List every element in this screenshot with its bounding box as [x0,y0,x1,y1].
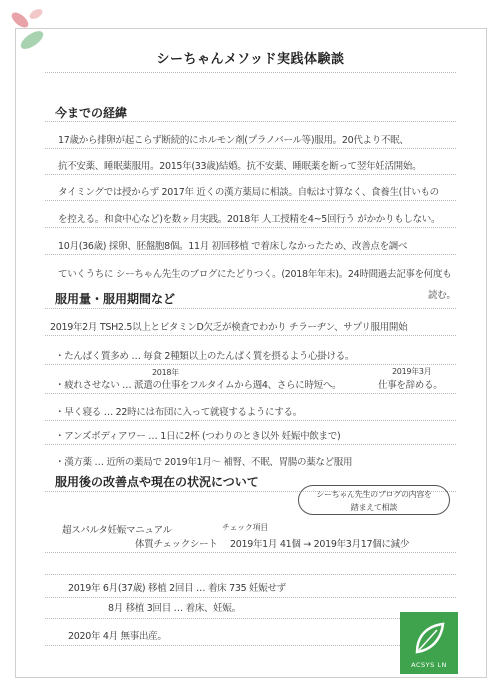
check-label: チェック項目 [222,523,268,532]
logo-text: ACSYS LN [411,661,447,669]
divider [45,597,456,598]
dosage-item: ・疲れさせない … 派遣の仕事をフルタイムから週4、さらに時短へ。 [55,380,342,391]
history-line: ていくうちに シーちゃん先生のブログにたどりつく。(2018年年末)。24時間過去記事を何度も [58,269,452,280]
divider [45,335,456,336]
speech-bubble [298,485,450,515]
company-logo [400,612,458,674]
divider [45,364,456,365]
dosage-intro: 2019年2月 TSH2.5以上とビタミンD欠乏が検査でわかり チラーヂン、サプリ服用開始 [50,322,408,333]
timeline-entry: 2020年 4月 無事出産。 [68,631,167,642]
dosage-note: 2019年3月 [392,367,432,376]
divider [45,444,456,445]
divider [45,174,456,175]
divider [45,618,456,619]
dosage-note: 2018年 [152,368,179,377]
dosage-item: ・漢方薬 … 近所の薬局で 2019年1月～ 補腎、不眠、胃腸の薬など服用 [55,457,353,468]
divider [45,308,456,309]
divider [45,420,456,421]
divider [45,254,456,255]
divider [45,393,456,394]
history-line: タイミングでは授からず 2017年 近くの漢方薬局に相談。自転は寸算なく、食養生(甘いもの [58,187,439,198]
history-line: 抗不安薬、睡眠薬服用。2015年(33歳)結婚。抗不安薬、睡眠薬を断って翌年妊活開始。 [58,161,422,172]
page-title: シーちゃんメソッド実践体験談 [156,52,345,67]
history-line: 17歳から排卵が起こらず断続的にホルモン剤(プラノバール等)服用。20代より不眠、 [58,135,409,146]
history-line: 10月(36歳) 採卵、胚盤胞8個。11月 初回移植 で着床しなかったため、改善点を調べ [58,241,408,252]
divider [45,552,456,553]
timeline-entry: 8月 移植 3回目 … 着床、妊娠。 [108,603,241,614]
manual-subtitle: 体質チェックシート [135,539,218,550]
dosage-item: ・アンズボディアワー … 1日に2杯 (つわりのとき以外 妊娠中飲まで) [55,431,341,442]
history-line: を控える。和食中心など)を数ヶ月実践。2018年 人工授精を4~5回行う がかかりもしない。 [58,214,441,225]
section-heading-dosage: 服用量・服用期間など [55,292,176,306]
manual-title: 超スパルタ妊娠マニュアル [62,525,172,536]
divider [45,227,456,228]
section-heading-history: 今までの経緯 [55,106,128,120]
divider [45,200,456,201]
history-line: 読む。 [428,290,456,301]
divider [45,72,456,73]
divider [45,148,456,149]
timeline-entry: 2019年 6月(37歳) 移植 2回目 … 着床 735 妊娠せず [68,583,286,594]
dosage-item: ・たんぱく質多め … 毎食 2種類以上のたんぱく質を摂るよう心掛ける。 [55,351,355,362]
divider [45,121,456,122]
divider [45,574,456,575]
dosage-note: 仕事を辞める。 [378,380,443,391]
check-value: 2019年1月 41個 → 2019年3月17個に減少 [230,539,410,550]
section-heading-results: 服用後の改善点や現在の状況について [55,475,259,489]
dosage-item: ・早く寝る … 22時には布団に入って就寝するようにする。 [55,407,302,418]
bubble-line: 踏まえて相談 [350,503,398,512]
leaf-icon [409,618,449,658]
divider [45,645,456,646]
bubble-line: シーちゃん先生のブログの内容を [316,490,432,499]
